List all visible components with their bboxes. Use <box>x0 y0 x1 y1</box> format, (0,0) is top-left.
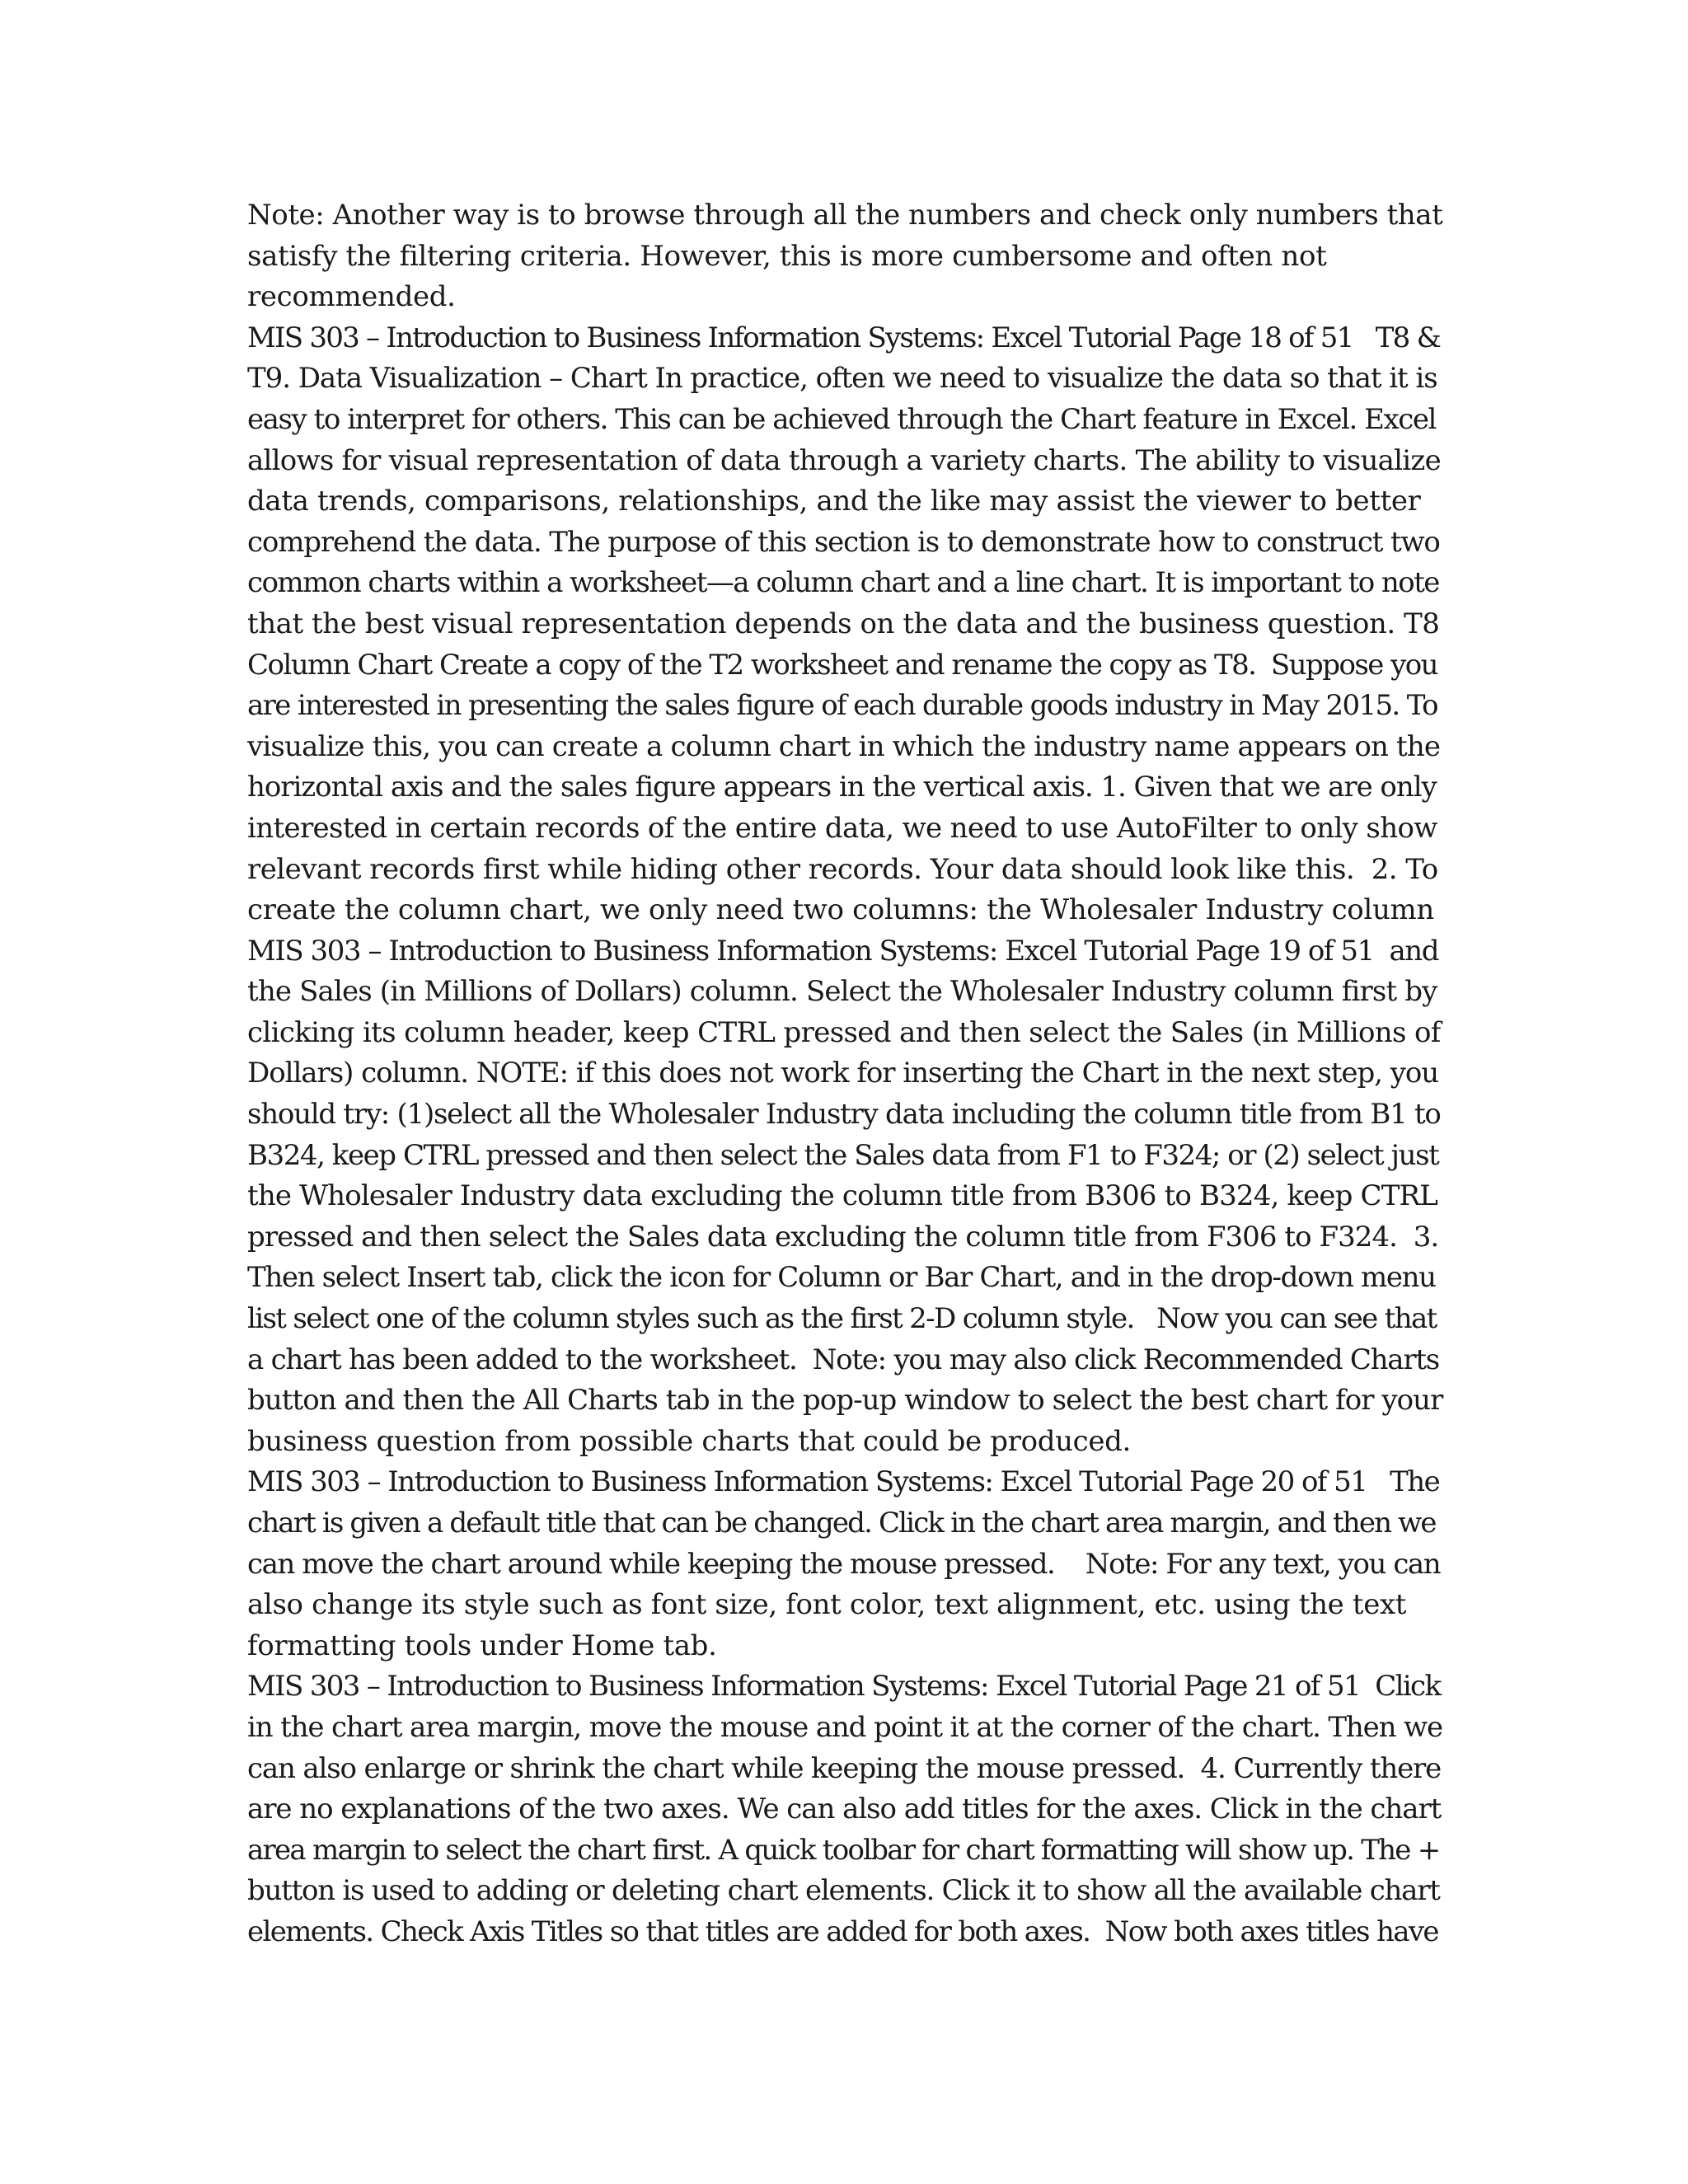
text-line: common charts within a worksheet—a column chart and a line chart. It is important to note <box>247 566 1439 600</box>
text-line: Then select Insert tab, click the icon for Column or Bar Chart, and in the drop-down menu <box>247 1261 1436 1295</box>
text-line: button is used to adding or deleting chart elements. Click it to show all the available chart <box>247 1874 1440 1908</box>
document-body-text <box>247 195 1442 1953</box>
text-line: the Wholesaler Industry data excluding the column title from B306 to B324, keep CTRL <box>247 1179 1438 1213</box>
text-line: Column Chart Create a copy of the T2 worksheet and rename the copy as T8. Suppose you <box>247 648 1438 682</box>
text-line: formatting tools under Home tab. <box>247 1629 717 1662</box>
text-line: in the chart area margin, move the mouse and point it at the corner of the chart. Then we <box>247 1710 1442 1744</box>
text-line: visualize this, you can create a column chart in which the industry name appears on the <box>247 729 1441 763</box>
text-line: area margin to select the chart first. A quick toolbar for chart formatting will show up. The + <box>247 1833 1440 1867</box>
text-line: comprehend the data. The purpose of this section is to demonstrate how to construct two <box>247 525 1440 559</box>
text-line: Note: Another way is to browse through all the numbers and check only numbers that <box>247 199 1443 232</box>
page-header-line: MIS 303 – Introduction to Business Information Systems: Excel Tutorial Page 19 of 51 and <box>247 934 1439 968</box>
text-line: relevant records first while hiding other records. Your data should look like this. 2. To <box>247 852 1438 886</box>
text-line: satisfy the filtering criteria. However, this is more cumbersome and often not <box>247 239 1327 273</box>
text-line: chart is given a default title that can be changed. Click in the chart area margin, and then we <box>247 1507 1436 1540</box>
page-header-line: MIS 303 – Introduction to Business Information Systems: Excel Tutorial Page 18 of 51 T8 & <box>247 321 1441 354</box>
page-header-line: MIS 303 – Introduction to Business Information Systems: Excel Tutorial Page 20 of 51 The <box>247 1465 1440 1499</box>
page-header-line: MIS 303 – Introduction to Business Information Systems: Excel Tutorial Page 21 of 51 Click <box>247 1670 1441 1704</box>
text-line: easy to interpret for others. This can be achieved through the Chart feature in Excel. Excel <box>247 402 1436 436</box>
text-line: T9. Data Visualization – Chart In practice, often we need to visualize the data so that it is <box>247 362 1437 396</box>
text-line: that the best visual representation depends on the data and the business question. T8 <box>247 607 1440 640</box>
text-line: are interested in presenting the sales figure of each durable goods industry in May 2015. To <box>247 689 1437 723</box>
text-line: B324, keep CTRL pressed and then select the Sales data from F1 to F324; or (2) select just <box>247 1138 1439 1172</box>
text-line: elements. Check Axis Titles so that titles are added for both axes. Now both axes titles have <box>247 1915 1438 1948</box>
text-line: the Sales (in Millions of Dollars) column. Select the Wholesaler Industry column first by <box>247 975 1437 1009</box>
text-line: allows for visual representation of data through a variety charts. The ability to visualize <box>247 443 1441 477</box>
text-line: list select one of the column styles such as the first 2-D column style. Now you can see that <box>247 1302 1437 1336</box>
text-line: pressed and then select the Sales data excluding the column title from F306 to F324. 3. <box>247 1220 1439 1254</box>
text-line: should try: (1)select all the Wholesaler Industry data including the column title from B1 to <box>247 1098 1441 1132</box>
text-line: button and then the All Charts tab in the pop-up window to select the best chart for your <box>247 1384 1443 1418</box>
text-line: interested in certain records of the entire data, we need to use AutoFilter to only show <box>247 811 1437 845</box>
text-line: clicking its column header, keep CTRL pressed and then select the Sales (in Millions of <box>247 1015 1441 1049</box>
text-line: are no explanations of the two axes. We can also add titles for the axes. Click in the chart <box>247 1793 1442 1826</box>
text-line: horizontal axis and the sales figure appears in the vertical axis. 1. Given that we are only <box>247 771 1437 804</box>
text-line: data trends, comparisons, relationships, and the like may assist the viewer to better <box>247 485 1421 518</box>
text-line: recommended. <box>247 280 456 314</box>
text-line: can also enlarge or shrink the chart while keeping the mouse pressed. 4. Currently there <box>247 1751 1442 1785</box>
text-line: create the column chart, we only need two columns: the Wholesaler Industry column <box>247 893 1434 927</box>
text-line: a chart has been added to the worksheet. Note: you may also click Recommended Charts <box>247 1343 1439 1376</box>
text-line: business question from possible charts that could be produced. <box>247 1424 1131 1458</box>
text-line: can move the chart around while keeping the mouse pressed. Note: For any text, you can <box>247 1547 1441 1581</box>
text-line: Dollars) column. NOTE: if this does not work for inserting the Chart in the next step, you <box>247 1057 1439 1090</box>
text-line: also change its style such as font size, font color, text alignment, etc. using the text <box>247 1588 1407 1622</box>
